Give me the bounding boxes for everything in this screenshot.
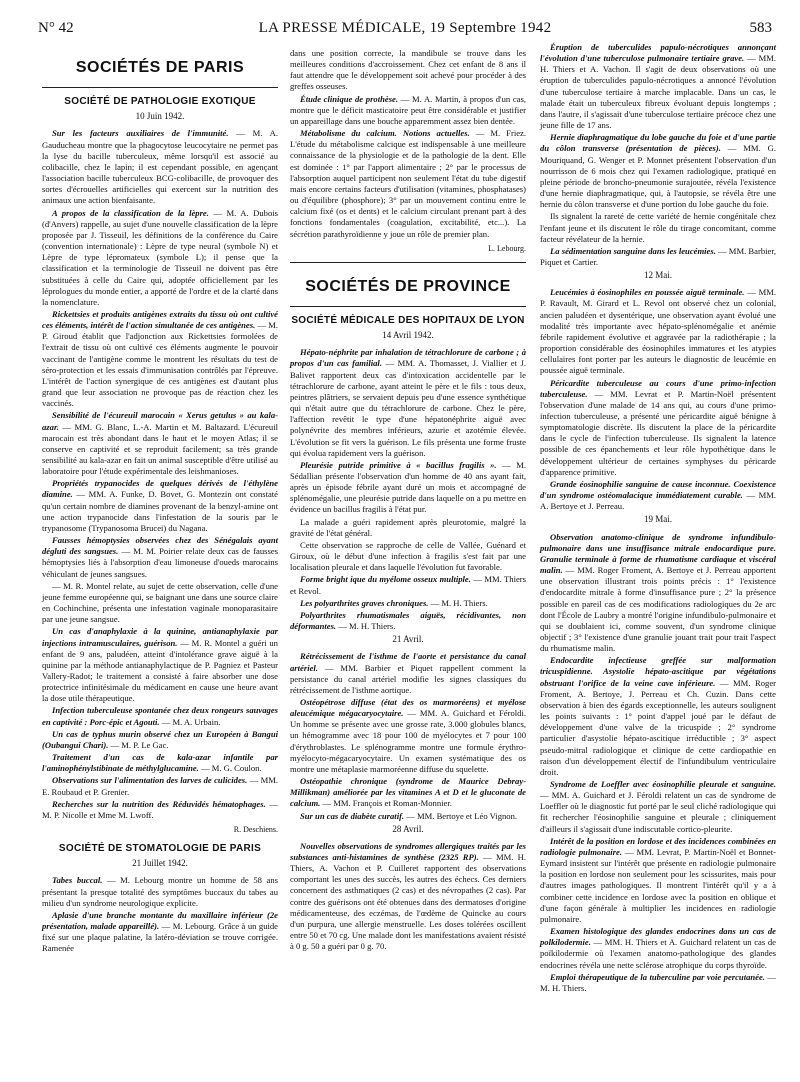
session-date: 19 Mai. <box>644 514 672 525</box>
abstract: Propriétés trypanocides de quelques dérivés de l'éthylène diamine. — MM. A. Funke, D. Bovet, G. Montezin ont constaté qu'un certain nombre de diamines provenant de la benzyl-amine ont une action trypanocide dans l'infestation de la souris par le trypanosome (Trypanosoma Brucei) du Nagana. <box>42 478 278 533</box>
abstract: Aplasie d'une branche montante du maxillaire inférieur (2e présentation, malade appareillé). — M. Lebourg. Grâce à un guide fixé sur une plaque palatine, la latéro-déviation se trouve corrigée. Ramenée <box>42 909 278 954</box>
abstract: Ils signalent la rareté de cette variété de hernie congénitale chez l'enfant jeune et ils discutent le rôle du tirage concomitant, comme facteur révélateur de la hernie. <box>540 211 776 244</box>
abstract: Forme bright ique du myélome osseux multiple. — MM. Thiers et Revol. <box>290 574 526 596</box>
column-2 <box>290 48 526 953</box>
abstract: Examen histologique des glandes endocrines dans un cas de polkilodermie. — MM. H. Thiers et A. Guichard relatent un cas de poïkilodermie où l'examen anatomo-pathologique des glandes endocrines révéla une nette sclérose atrophique du corps thyroïde. <box>540 926 776 970</box>
abstract: Étude clinique de prothèse. — M. A. Martin, à propos d'un cas, montre que le déficit masticatoire peut être considérable et justifier un appareillage dans une bouche apparemment assez bien dentée. <box>290 93 526 126</box>
society-title: SOCIÉTÉ DE PATHOLOGIE EXOTIQUE <box>64 96 256 108</box>
abstract: — M. R. Montel relate, au sujet de cette observation, celle d'une jeune femme européenne qui, se baignant une dans une source claire en Cochinchine, présenta une infestation vaginale monoparasitaire par une jeune sangsue. <box>42 580 278 625</box>
section-title-province: SOCIÉTÉS DE PROVINCE <box>305 277 511 295</box>
journal-title: LA PRESSE MÉDICALE, 19 Septembre 1942 <box>258 20 552 36</box>
abstract: Sur les facteurs auxiliaires de l'immunité. — M. A. Gauducheau montre que la phagocytose leucocytaire ne permet pas la lyse du bacille tuberculeux, même lorsqu'il est associé au colibacille, chez le lapin; il est cependant possible, en agençant l'association bacille tuberculeux BCG-colibacille, de provoquer des sortes d'écrouelles artificielles qui exercent sur la nutrition des animaux une action bienfaisante. <box>42 128 279 206</box>
abstract: Ostéopétrose diffuse (état des os marmoréens) et myélose aleucémique mégacaryocytaire. — MM. A. Guichard et Féroldi. Un homme se présente avec une grosse rate, 3.000 globules blancs, un hémogramme avec 18 pour 100 de myélocytes et 7 pour 100 d'érythroblastes. Le splénogramme montre une formule érythro-myélocyto-mégacaryocytaire. Un examen systématique des os montre une métaplasie marmoréenne diffuse du squelette. <box>290 696 526 774</box>
session-date: 21 Juillet 1942. <box>132 858 188 869</box>
abstract: Recherches sur la nutrition des Réduvidés hématophages. — M. P. Nicolle et Mme M. Lwoff. <box>42 798 278 820</box>
abstract: Pleurésie putride primitive à « bacillus fragilis ». — M. Sédallian présente l'observation d'un homme de 40 ans ayant fait, après un épisode fébrile ayant duré un mois et accompagné de splénomégalie, une pleurésie putride dans laquelle on a pu mettre en évidence un bacillus fragilis à l'état pur. <box>290 459 527 515</box>
column-1 <box>42 48 278 956</box>
abstract: Un cas d'anaphylaxie à la quinine, antianaphylaxie par injections intramusculaires, guérison. — M. R. Montel a guéri un enfant de 9 ans, paludéen, atteint d'intolérance grave aiguë à la quinine par la méthode antianaphylactique de P. Pagniez et Pasteur Vallery-Radot; le traitement a consisté à faire absorber une dose protectrice infinitésimale du médicament en cause une heure avant la dose utile thérapeutique. <box>42 626 278 704</box>
abstract: Rétrécissement de l'isthme de l'aorte et persistance du canal artériel. — MM. Barbier et Piquet rappellent comment la persistance du canal artériel modifie les signes classiques du rétrécissement de l'isthme aortique. <box>290 651 526 695</box>
page-number: 583 <box>749 20 772 36</box>
abstract: Nouvelles observations de syndromes allergiques traités par les substances anti-histamines de synthèse (2325 RP). — MM. H. Thiers, A. Vachon et P. Cuilleret rapportent des observations comportant les unes des succès, les autres des échecs. Ces derniers concernent des asthmatiques (2 cas) et des névropathes (2 cas). Par contre des guérisons ont été obtenues dans des dermatoses d'origine médicamenteuse, des eczémas, de l'œdème de Quincke au cours d'un purpura, une allergie menstruelle. Les doses tolérées oscillent entre 50 et 70 cg. Une malade dont les manifestations avaient résisté à 0 g. 50 a guéri par 0 g. 70. <box>290 840 527 952</box>
abstract: Péricardite tuberculeuse au cours d'une primo-infection tuberculeuse. — MM. Levrat et P. Martin-Noël présentent l'observation d'une malade de 14 ans qui, au cours d'une primo-infection tuberculeuse, a présenté une péricardite aiguë bénigne à symptomatologie discrète. Ils discutent la place de la péricardite dans le cycle de l'infection tuberculeuse. Ils signalent la latence possible de ces épanchements et leur rôle hypothétique dans le développement ultérieur de certaines symphyses du péricarde d'apparence primitive. <box>540 377 776 477</box>
abstract: Tabes buccal. — M. Lebourg montre un homme de 58 ans présentant la presque totalité des symptômes buccaux du tabes au milieu d'un syndrome neurologique explicite. <box>42 875 278 908</box>
abstract: Les polyarthrites graves chroniques. — M. H. Thiers. <box>300 597 488 608</box>
abstract: Sur un cas de diabète curatif. — MM. Bertoye et Léo Vignon. <box>300 810 518 821</box>
issue-number: N° 42 <box>38 20 74 36</box>
column-3 <box>540 42 776 995</box>
abstract: Hépato-néphrite par inhalation de tétrachlorure de carbone ; à propos d'un cas familial. — MM. A. Thomasset, J. Viallier et J. Balivet rapportent deux cas d'intoxication accidentelle par le tétrachlorure de carbone, ayant atteint le père et le fils : tous deux, peintres plâtriers, se servaient depuis peu d'une essence synthétique qui n'était autre que du tétrachlorure de carbone. Chez le père, l'affection revêtit le type d'une hépatonéphrite aiguë avec polynévrite des membres inférieurs, azurie et azotémie élevée. L'évolution se fit vers la guérison. Le fils présenta une forme fruste qui évolua rapidement vers la guérison. <box>290 347 526 458</box>
society-title: SOCIÉTÉ DE STOMATOLOGIE DE PARIS <box>58 843 262 855</box>
abstract: Infection tuberculeuse spontanée chez deux rongeurs sauvages en captivité : Porc-épic et Agouti. — M. A. Urbain. <box>42 705 278 727</box>
abstract: La malade a guéri rapidement après pleurotomie, malgré la gravité de l'état général. <box>290 516 526 538</box>
section-title-paris: SOCIÉTÉS DE PARIS <box>75 59 245 76</box>
abstract: Intérêt de la position en lordose et des incidences combinées en radiologie pulmonaire. — MM. Levrat, P. Martin-Noël et Bonnet-Eymard insistent sur l'intérêt que présente en radiologie pulmonaire la position en lordose non seulement pour les scissurites, mais pour d'autres images pathologiques. Il montrent l'intérêt qu'il y a à combiner cette incidence en lordose avec la position en oblique et d'une façon générale à multiplier les incidences en radiologie pulmonaire. <box>540 835 776 924</box>
abstract: Hernie diaphragmatique du lobe gauche du foie et d'une partie du côlon transverse (présentation de pièces). — MM. G. Mouriquand, G. Wenger et P. Monnet présentent l'observation d'un nourrisson de 6 mois chez qui l'examen radiologique, pratiqué en pleine période de broncho-pneumonie surajoutée, révéla l'existence d'une hernie diaphragmatique, qui, à l'autopsie, se révéla être une hernie du côlon transverse et d'une portion du lobe gauche du foie. <box>540 132 776 210</box>
session-date: 12 Mai. <box>644 270 672 281</box>
abstract: Leucémies à éosinophiles en poussée aiguë terminale. — MM. P. Ravault, M. Girard et L. Revol ont observé chez un colonial, ancien paludéen et dysentérique, une observation ayant évolué une modalité très importante avec hépato-splénomégalie et anémie fébrile rapidement évolutive et aggravée par la radiothérapie ; la proportion considérable des éosinophiles immatures et les atypies cellulaires font porter par les auteurs le diagnostic de leucémie en poussée aiguë terminale. <box>540 287 776 376</box>
session-date: 14 Avril 1942. <box>382 330 434 341</box>
abstract: Un cas de typhus murin observé chez un Européen à Bangui (Oubangui Chari). — M. P. Le Gac. <box>42 728 278 750</box>
abstract: A propos de la classification de la lèpre. — M. A. Dubois (d'Anvers) rappelle, au sujet d'une nouvelle classification de la lèpre proposée par J. Tisseuil, les définitions de la conférence du Caire (convention internationale) : Lèpre de type neural (symbole N) et Lèpre de type lépromateux (symbole L); il pense que la classification et la terminologie de Tisseuil ne doivent pas être substituées à celle du Caire qui, adoptée officiellement par les léprologues du monde entier, a apporté de l'ordre et de la clarté dans la nomenclature. <box>42 207 278 307</box>
abstract: Syndrome de Loeffler avec éosinophilie pleurale et sanguine. — MM. A. Guichard et J. Féroldi relatent un cas de syndrome de Loeffler où le diagnostic fut porté par le seul cliché radiologique qui fit rechercher l'éosinophilie sanguine et pleurale ; cliniquement d'ailleurs il s'agissait d'une indiscutable cortico-pleurite. <box>540 779 776 834</box>
session-date: 28 Avril. <box>392 823 424 834</box>
abstract: Sensibilité de l'écureuil marocain « Xerus getulus » au kala-azar. — MM. G. Blanc, L.-A. Martin et M. Baltazard. L'écureuil marocain est très abondant dans le haut et le moyen Atlas; il se conserve en captivité et se reproduit facilement; sa très grande sensibilité au kala-azar en fait un animal susceptible d'être utilisé au laboratoire pour l'étude expérimentale des leishmanioses. <box>42 410 278 477</box>
society-title: SOCIÉTÉ MÉDICALE DES HOPITAUX DE LYON <box>291 314 525 326</box>
abstract: dans une position correcte, la mandibule se trouve dans les meilleures conditions d'accroissement. Chez cet enfant de 8 ans il faut attendre que le développement soit achevé pour procéder à des greffes osseuses. <box>290 48 526 92</box>
abstract: Rickettsies et produits antigènes extraits du tissu où ont cultivé ces éléments, intérêt de l'action simultanée de ces antigènes. — M. P. Giroud établit que l'adjonction aux Rickettsies formolées de l'extrait de tissu où ont cultivé ces éléments augmente le pouvoir vaccinant de l'antigène comme le montrent les résultats du test de séro-protection et les essais d'immunisation contrôlés par l'épreuve. L'intérêt de l'action synergique de ces antigènes est d'autant plus grand que leur association ne provoque pas de réaction chez les vaccinés. <box>42 308 278 409</box>
page-header <box>38 18 772 38</box>
abstract: Polyarthrites rhumatismales aiguës, récidivantes, non déformantes. — M. H. Thiers. <box>290 609 526 632</box>
abstract: Observations sur l'alimentation des larves de culicides. — MM. E. Roubaud et P. Grenier. <box>42 775 279 797</box>
abstract: Cette observation se rapproche de celle de Vallée, Guénard et Giroux, où le début d'une infection à fragilis s'est fait par une localisation pleurale et dans laquelle l'évolution fut favorable. <box>290 539 526 573</box>
abstract: Éruption de tuberculides papulo-nécrotiques annonçant l'évolution d'une tuberculose pulmonaire tertiaire grave. — MM. H. Thiers et A. Vachon. Il s'agit de deux observations où une éruption de tuberculides papulo-nécrotiques a annoncé l'évolution d'une tuberculose tertiaire à marche implacable. Dans un cas, le malade était un tuberculeux fibreux évoluant depuis longtemps ; dans l'autre, il s'agissait d'une tuberculose tertiaire précoce chez une jeune fille de 17 ans. <box>540 42 776 131</box>
abstract: Emploi thérapeutique de la tuberculine par voie percutanée. — M. H. Thiers. <box>540 971 776 993</box>
signature: R. Deschiens. <box>233 825 278 834</box>
session-date: 21 Avril. <box>392 634 424 645</box>
abstract: Métabolisme du calcium. Notions actuelles. — M. Friez. L'étude du métabolisme calcique est indispensable à une meilleure connaissance de la physiologie et de la pathologie de la dent. Elle est dominée : 1° par l'apport alimentaire ; 2° par le processus de l'absorption auquel participent non seulement l'état du tube digestif mais encore certains facteurs d'utilisation (vitamines, phosphatases) ou d'équilibre (phosphore); 3° par un mouvement continu entre le calcium fixé (os et dents) et le calcium circulant prenant part à des fonctions fondamentales (coagulation, excitabilité, etc...). La sécrétion parathyroïdienne y joue un rôle de premier plan. <box>290 128 526 239</box>
session-date: 10 Juin 1942. <box>135 111 185 122</box>
abstract: La sédimentation sanguine dans les leucémies. — MM. Barbier, Piquet et Cartier. <box>540 245 776 267</box>
abstract: Observation anatomo-clinique de syndrome infundibulo-pulmonaire dans une insuffisance mitrale endocardique pure. Granulie terminale à forme de rhumatisme cardiaque et viscéral malin. — MM. Roger Froment, A. Bertoye et J. Perreau apportent une observation illustrant trois points précis : 1° l'existence d'endocardite mitrale à forme d'insuffisance pure ; 2° la présence possible en pareil cas de ces modifications radiologiques du 2e arc dont l'École de Laubry a montré l'origine infundibulo-pulmonaire et qui se doublaient ici, comme souvent, d'un syndrome clinique objectif ; 3° l'existence d'une granulie jouant trait pour trait l'aspect du rhumatisme malin. <box>540 531 776 654</box>
abstract: Ostéopathie chronique (syndrome de Maurice Debray-Millikman) améliorée par les vitamines A et D et le gluconate de calcium. — MM. François et Roman-Monnier. <box>290 776 526 809</box>
abstract: Traitement d'un cas de kala-azar infantile par l'aminophénylstibinate de méthylglucamine. — M. G. Coulon. <box>42 752 278 774</box>
abstract: Grande éosinophilie sanguine de cause inconnue. Coexistence d'un syndrome ostéomalacique immédiatement curable. — MM. A. Bertoye et J. Perreau. <box>540 478 776 512</box>
abstract: Endocardite infectieuse greffée sur malformation tricuspidienne. Asystolie hépato-ascitique par végétations obstruant l'orifice de la veine cave inférieure. — MM. Roger Froment, A. Bertoye, J. Perreau et Ch. Cuzin. Dans cette observation à bien des égards exceptionnelle, les auteurs soulignent les points suivants : 1° point d'appel joué par le défaut de développement d'une valve de la tricuspide ; 2° syndrome particulier d'asystolie hépato-ascitique irréductible ; 3° aspect pseudo-mitral radiologique et clinique de cette cardiopathie en raison d'un développement électif de l'infundibulum ventriculaire droit. <box>540 655 776 777</box>
signature: L. Lebourg. <box>488 243 526 253</box>
abstract: Fausses hémoptysies observées chez des Sénégalais ayant dégluti des sangsues. — M. M. Poirier relate deux cas de fausses hémoptysies liés à l'absorption d'eau limoneuse d'oueds marocains véhiculant de jeunes sangsues. <box>42 535 278 579</box>
